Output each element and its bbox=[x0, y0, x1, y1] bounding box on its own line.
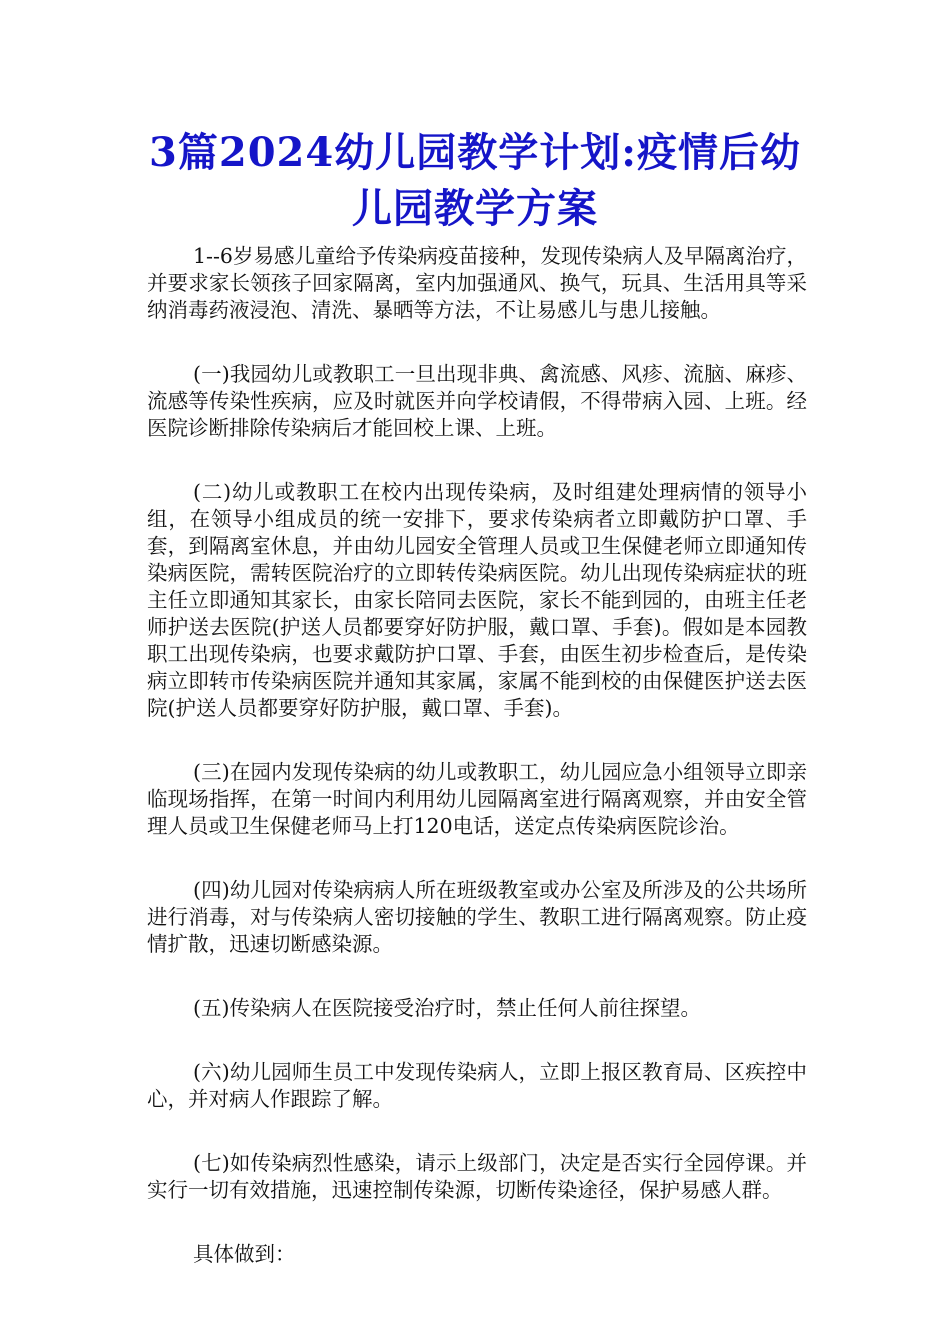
document-body bbox=[147, 243, 807, 1305]
document-title: 3篇2024幼儿园教学计划:疫情后幼儿园教学方案 bbox=[149, 129, 801, 232]
paragraph-vaccination: 1--6岁易感儿童给予传染病疫苗接种，发现传染病人及早隔离治疗，并要求家长领孩子回家隔离，室内加强通风、换气，玩具、生活用具等采纳消毒药液浸泡、清洗、暴晒等方法，不让易感儿与患儿接触。 bbox=[147, 244, 807, 322]
paragraph-specifics: 具体做到： bbox=[193, 1242, 296, 1266]
paragraph-item-3: (三)在园内发现传染病的幼儿或教职工，幼儿园应急小组领导立即亲临现场指挥，在第一时间内利用幼儿园隔离室进行隔离观察，并由安全管理人员或卫生保健老师马上打120电话，送定点传染病医院诊治。 bbox=[147, 760, 807, 838]
paragraph-item-7: (七)如传染病烈性感染，请示上级部门，决定是否实行全园停课。并实行一切有效措施，迅速控制传染源，切断传染途径，保护易感人群。 bbox=[147, 1151, 807, 1202]
paragraph-item-4: (四)幼儿园对传染病病人所在班级教室或办公室及所涉及的公共场所进行消毒，对与传染病人密切接触的学生、教职工进行隔离观察。防止疫情扩散，迅速切断感染源。 bbox=[147, 878, 807, 956]
paragraph-item-2: (二)幼儿或教职工在校内出现传染病，及时组建处理病情的领导小组，在领导小组成员的统一安排下，要求传染病者立即戴防护口罩、手套，到隔离室休息，并由幼儿园安全管理人员或卫生保健老师立即通知传染病医院，需转医院治疗的立即转传染病医院。幼儿出现传染病症状的班主任立即通知其家长，由家长陪同去医院，家长不能到园的，由班主任老师护送去医院(护送人员都要穿好防护服，戴口罩、手套)。假如是本园教职工出现传染病，也要求戴防护口罩、手套，由医生初步检查后，是传染病立即转市传染病医院并通知其家属，家属不能到校的由保健医护送去医院(护送人员都要穿好防护服，戴口罩、手套)。 bbox=[147, 480, 807, 720]
paragraph-item-6: (六)幼儿园师生员工中发现传染病人，立即上报区教育局、区疾控中心，并对病人作跟踪了解。 bbox=[147, 1060, 807, 1111]
paragraph-item-5: (五)传染病人在医院接受治疗时，禁止任何人前往探望。 bbox=[193, 996, 701, 1020]
paragraph-item-1: (一)我园幼儿或教职工一旦出现非典、禽流感、风疹、流脑、麻疹、流感等传染性疾病，应及时就医并向学校请假，不得带病入园、上班。经医院诊断排除传染病后才能回校上课、上班。 bbox=[147, 362, 807, 440]
